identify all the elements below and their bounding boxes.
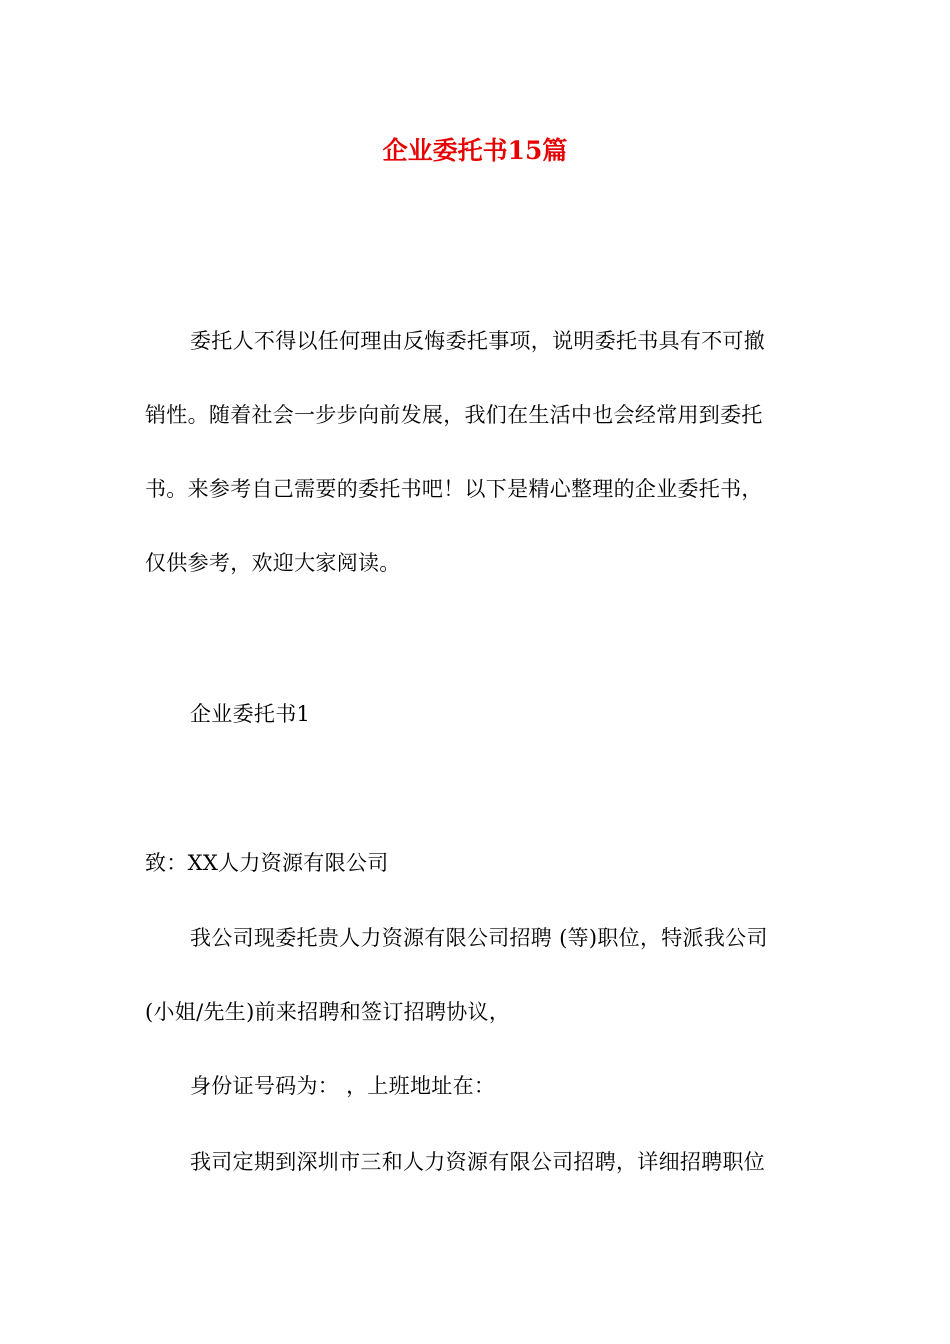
letter-salutation: 致：XX人力资源有限公司 (145, 851, 389, 875)
intro-line: 委托人不得以任何理由反悔委托事项，说明委托书具有不可撤 (190, 329, 766, 353)
section-heading: 企业委托书1 (190, 702, 311, 726)
letter-line: (小姐/先生)前来招聘和签订招聘协议， (145, 1000, 511, 1024)
intro-line: 销性。随着社会一步步向前发展，我们在生活中也会经常用到委托 (145, 403, 763, 427)
letter-line: 我公司现委托贵人力资源有限公司招聘 (等)职位，特派我公司 (190, 926, 768, 950)
document-title: 企业委托书15篇 (382, 136, 568, 165)
intro-line: 书。来参考自己需要的委托书吧！以下是精心整理的企业委托书， (145, 477, 763, 501)
intro-line: 仅供参考，欢迎大家阅读。 (145, 551, 401, 575)
letter-line: 我司定期到深圳市三和人力资源有限公司招聘，详细招聘职位 (190, 1150, 766, 1174)
letter-line: 身份证号码为： ，上班地址在： (190, 1074, 496, 1098)
